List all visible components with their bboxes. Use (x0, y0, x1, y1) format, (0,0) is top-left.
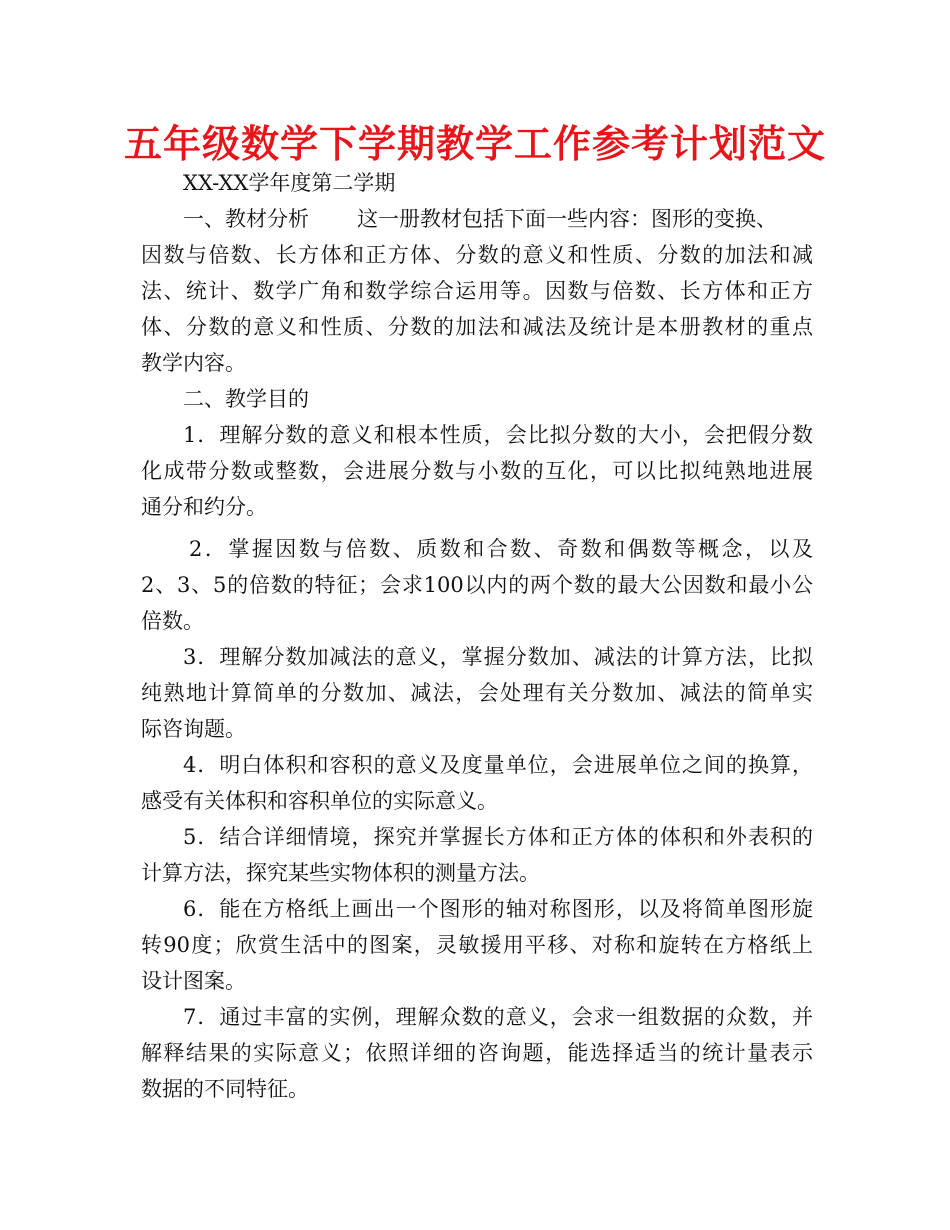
objective-7-line: 7．通过丰富的实例，理解众数的意义，会求一组数据的众数，并 (183, 1005, 813, 1029)
objective-1-line: 化成带分数或整数，会进展分数与小数的互化，可以比拟纯熟地进展 (141, 459, 813, 483)
document-subtitle: XX-XX学年度第二学期 (183, 171, 396, 195)
objective-4-line: 4．明白体积和容积的意义及度量单位，会进展单位之间的换算， (183, 753, 813, 777)
objective-5-line: 计算方法，探究某些实物体积的测量方法。 (141, 861, 540, 885)
objective-3-line: 纯熟地计算简单的分数加、减法，会处理有关分数加、减法的简单实 (141, 681, 813, 705)
objective-2-line: 2．掌握因数与倍数、质数和合数、奇数和偶数等概念，以及 (189, 537, 813, 561)
section-1-line: 因数与倍数、长方体和正方体、分数的意义和性质、分数的加法和减 (141, 243, 813, 267)
section-1-heading: 一、教材分析 (183, 207, 309, 231)
document-title: 五年级数学下学期教学工作参考计划范文 (123, 122, 826, 166)
section-1-line: 法、统计、数学广角和数学综合运用等。因数与倍数、长方体和正方 (141, 279, 813, 303)
document-body (141, 165, 813, 1107)
section-2-heading: 二、教学目的 (183, 387, 309, 411)
section-1-line: 体、分数的意义和性质、分数的加法和减法及统计是本册教材的重点 (141, 315, 813, 339)
objective-6-line: 设计图案。 (141, 969, 246, 993)
objective-3-line: 3．理解分数加减法的意义，掌握分数加、减法的计算方法，比拟 (183, 645, 813, 669)
objective-2-line: 2、3、5的倍数的特征；会求100以内的两个数的最大公因数和最小公 (141, 573, 813, 597)
objective-6-line: 6．能在方格纸上画出一个图形的轴对称图形，以及将简单图形旋 (183, 897, 813, 921)
objective-5-line: 5．结合详细情境，探究并掌握长方体和正方体的体积和外表积的 (183, 825, 813, 849)
section-1-line: 教学内容。 (141, 351, 246, 375)
objective-4-line: 感受有关体积和容积单位的实际意义。 (141, 789, 498, 813)
objective-3-line: 际咨询题。 (141, 717, 246, 741)
objective-1-line: 通分和约分。 (141, 495, 267, 519)
objective-7-line: 解释结果的实际意义；依照详细的咨询题，能选择适当的统计量表示 (141, 1041, 813, 1065)
objective-2-line: 倍数。 (141, 609, 204, 633)
section-1-line: 这一册教材包括下面一些内容：图形的变换、 (357, 207, 777, 231)
section-1-first-line (141, 201, 813, 237)
objective-1-line: 1．理解分数的意义和根本性质，会比拟分数的大小，会把假分数 (183, 423, 813, 447)
objective-6-line: 转90度；欣赏生活中的图案，灵敏援用平移、对称和旋转在方格纸上 (141, 933, 813, 957)
objective-7-line: 数据的不同特征。 (141, 1077, 309, 1101)
